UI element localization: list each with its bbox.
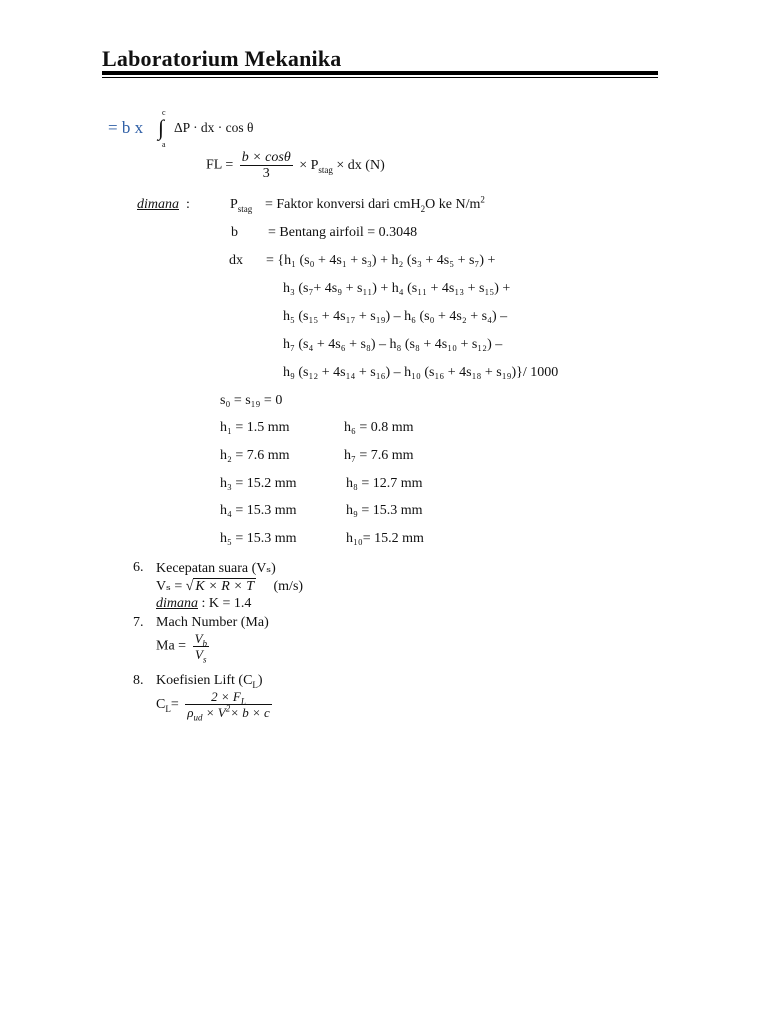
ma-denominator bbox=[193, 647, 209, 665]
s-values: s₀ = s₁₉ = 0 bbox=[220, 393, 283, 408]
where-colon: : bbox=[186, 197, 190, 212]
pstag-text2: O ke N/m bbox=[425, 197, 481, 212]
cl-denominator bbox=[185, 703, 272, 723]
ma-den-var: V bbox=[195, 647, 203, 662]
fl-numerator: b × cosθ bbox=[241, 150, 291, 165]
cl-den-rho: ρ bbox=[187, 705, 194, 720]
cl-num-sub: L bbox=[240, 696, 246, 707]
h-value-left: h₁ = 1.5 mm bbox=[220, 420, 290, 435]
ma-num-var: V bbox=[194, 631, 203, 646]
h-value-right: h₇ = 7.6 mm bbox=[344, 448, 414, 463]
vs-unit: (m/s) bbox=[273, 579, 304, 594]
integral-lower-limit: a bbox=[162, 140, 166, 149]
fl-lhs: FL = bbox=[206, 157, 234, 173]
mach-formula bbox=[156, 631, 212, 665]
h-value-left: h₅ = 15.3 mm bbox=[220, 531, 297, 546]
vs-radicand: K × R × T bbox=[195, 579, 254, 594]
pstag-text: = Faktor konversi dari cmH bbox=[265, 197, 421, 212]
header-rule-thick bbox=[102, 71, 658, 75]
cl-den-sub: ud bbox=[193, 712, 203, 723]
pstag-sup: 2 bbox=[480, 194, 485, 205]
h-value-right: h₈ = 12.7 mm bbox=[346, 476, 423, 491]
cl-numerator bbox=[185, 689, 272, 705]
ma-numerator bbox=[193, 631, 209, 647]
vs-lhs: Vₛ = bbox=[156, 579, 183, 594]
ma-fraction bbox=[193, 631, 209, 665]
cl-den-tail: × b × c bbox=[230, 705, 270, 720]
fl-rest bbox=[299, 158, 385, 173]
cl-lhs-sub: L bbox=[165, 703, 171, 714]
dx-line-3: h₅ (s₁₅ + 4s₁₇ + s₁₉) – h₆ (s₀ + 4s₂ + s₄) – bbox=[283, 309, 508, 324]
pstag-h2o-sub: 2 bbox=[420, 203, 426, 214]
cl-den-sup: 2 bbox=[225, 703, 231, 714]
fl-fraction bbox=[240, 150, 293, 181]
h-value-right: h₆ = 0.8 mm bbox=[344, 420, 414, 435]
h-value-right: h₉ = 15.3 mm bbox=[346, 503, 423, 518]
fl-formula bbox=[206, 150, 385, 181]
integral-sign: ∫ bbox=[158, 115, 165, 140]
h-value-right: h₁₀= 15.2 mm bbox=[346, 531, 424, 546]
pstag-symbol: P bbox=[230, 197, 238, 212]
ma-den-sub: s bbox=[203, 654, 207, 665]
page-title: Laboratorium Mekanika bbox=[102, 46, 342, 71]
h-value-left: h₄ = 15.3 mm bbox=[220, 503, 297, 518]
b-definition: = Bentang airfoil = 0.3048 bbox=[268, 225, 418, 240]
item-number: 8. bbox=[133, 673, 144, 688]
cl-lhs-var: C bbox=[156, 696, 166, 712]
speed-of-sound-formula bbox=[156, 578, 303, 595]
dx-line-4: h₇ (s₄ + 4s₆ + s₈) – h₈ (s₈ + 4s₁₀ + s₁₂) – bbox=[283, 337, 503, 352]
item-where-text: : K = 1.4 bbox=[198, 596, 252, 611]
h-value-left: h₃ = 15.2 mm bbox=[220, 476, 297, 491]
ma-num-sub: b bbox=[202, 638, 208, 649]
where-label: dimana bbox=[137, 197, 179, 212]
cl-den-rest: × V bbox=[202, 705, 226, 720]
ma-lhs: Ma = bbox=[156, 638, 187, 654]
cl-title-end: ) bbox=[257, 673, 263, 688]
item-title: Mach Number (Ma) bbox=[156, 615, 269, 630]
item-title: Kecepatan suara (Vₛ) bbox=[156, 561, 276, 576]
dx-line-5: h₉ (s₁₂ + 4s₁₄ + s₁₆) – h₁₀ (s₁₆ + 4s₁₈ + s₁₉)}/ 1000 bbox=[283, 365, 559, 380]
item-where-label: dimana bbox=[156, 596, 198, 611]
integral-body: ΔP · dx · cos θ bbox=[174, 120, 254, 135]
b-var: b bbox=[231, 225, 238, 240]
cl-title: Koefisien Lift (C bbox=[156, 673, 253, 688]
cl-eq: = bbox=[170, 696, 179, 712]
h-value-left: h₂ = 7.6 mm bbox=[220, 448, 290, 463]
header-rule-thin bbox=[102, 77, 658, 78]
dx-line-1: = {h₁ (s₀ + 4s₁ + s₃) + h₂ (s₃ + 4s₅ + s₇) + bbox=[266, 253, 496, 268]
lift-coefficient-formula bbox=[156, 689, 275, 723]
pstag-sub: stag bbox=[237, 203, 253, 214]
fl-rest-b: × dx (N) bbox=[336, 157, 385, 173]
sqrt-sign: √ bbox=[185, 579, 194, 594]
pstag-definition bbox=[265, 194, 485, 214]
cl-num-text: 2 × F bbox=[211, 689, 241, 704]
item-where bbox=[156, 596, 251, 612]
fl-rest-a: × P bbox=[299, 157, 319, 173]
pstag-var bbox=[230, 197, 252, 213]
item-number: 7. bbox=[133, 615, 144, 630]
item-number: 6. bbox=[133, 560, 144, 575]
fl-denominator: 3 bbox=[262, 166, 270, 181]
item-title bbox=[156, 673, 263, 689]
integral-prefix: = b x bbox=[108, 118, 144, 137]
dx-var: dx bbox=[229, 253, 243, 268]
dx-line-2: h₃ (s₇+ 4s₉ + s₁₁) + h₄ (s₁₁ + 4s₁₃ + s₁₅) + bbox=[283, 281, 511, 296]
fl-rest-sub: stag bbox=[318, 164, 333, 175]
cl-lhs bbox=[156, 697, 179, 712]
integral-upper-limit: c bbox=[162, 108, 166, 117]
cl-fraction bbox=[185, 689, 272, 723]
cl-title-sub: L bbox=[252, 679, 258, 690]
